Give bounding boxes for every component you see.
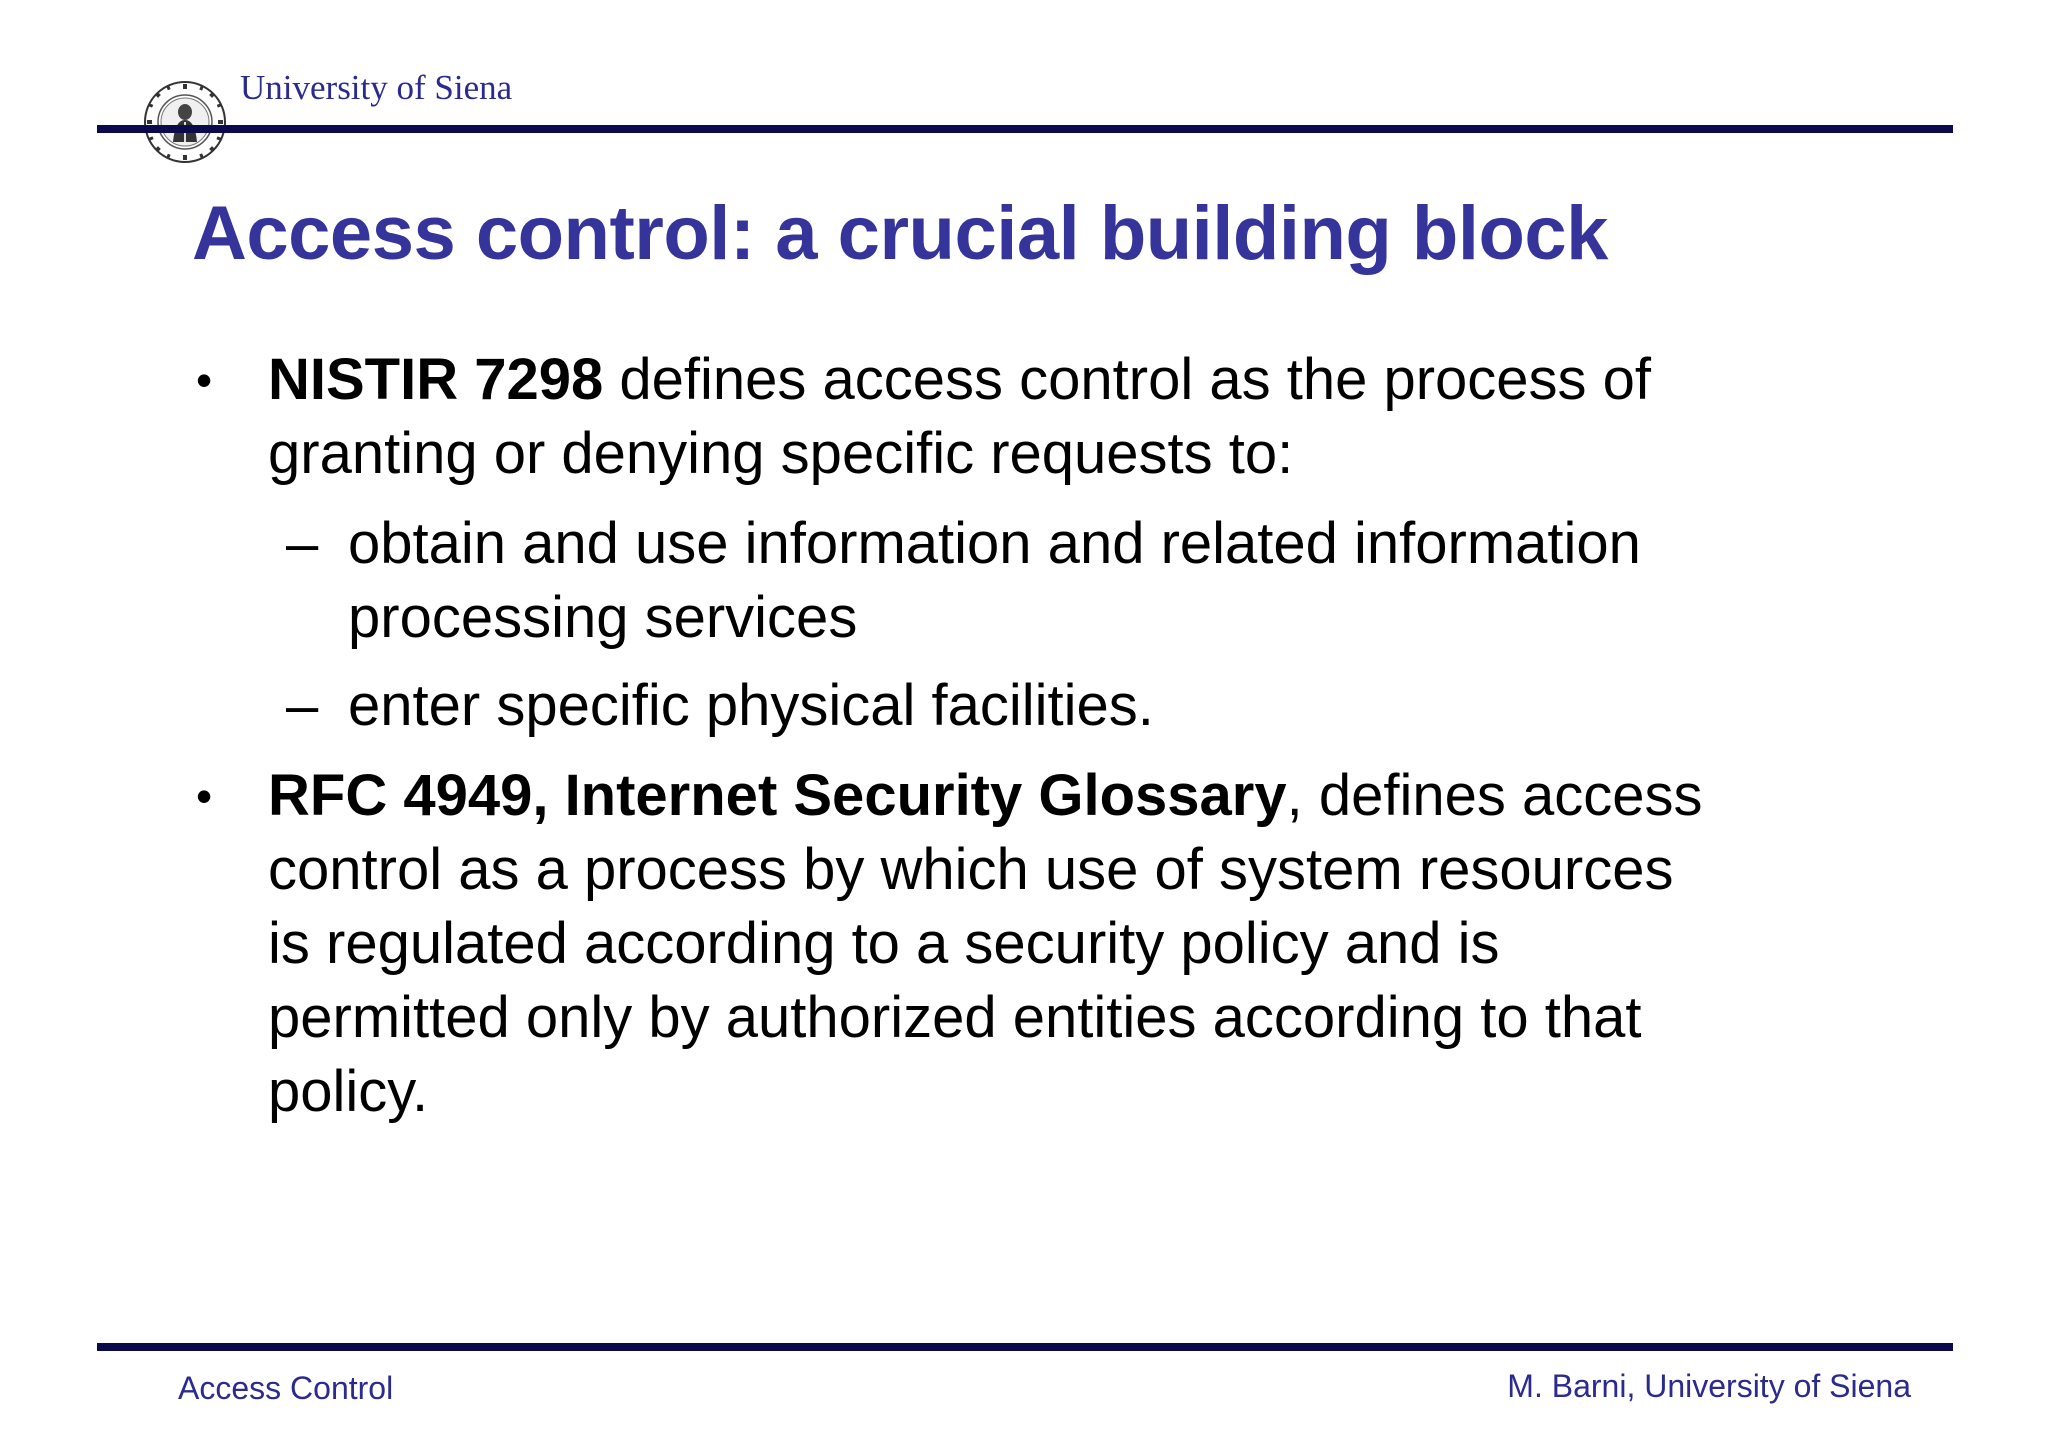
bullet-2-line-3: is regulated according to a security policy and is <box>268 911 1500 976</box>
bullet-1-line-2: granting or denying specific requests to: <box>268 421 1294 486</box>
sub-item-1-line-2: processing services <box>348 585 858 650</box>
slide-title: Access control: a crucial building block <box>192 191 1608 276</box>
bullet-marker: • <box>196 770 213 822</box>
footer-course-title: Access Control <box>178 1370 394 1406</box>
footer-divider <box>97 1343 1953 1351</box>
sub-bullet-marker: – <box>286 673 319 738</box>
bullet-2-bold-term: RFC 4949, Internet Security Glossary <box>268 763 1287 828</box>
sub-bullet-marker: – <box>286 511 319 576</box>
bullet-1-bold-term: NISTIR 7298 <box>268 347 604 412</box>
bullet-2-line-4: permitted only by authorized entities according to that <box>268 985 1642 1050</box>
footer-author: M. Barni, University of Siena <box>1507 1368 1911 1404</box>
sub-item-1-line-1: obtain and use information and related information <box>348 511 1641 576</box>
bullet-2-line-2: control as a process by which use of system resources <box>268 837 1674 902</box>
bullet-2-line-5: policy. <box>268 1059 429 1124</box>
bullet-1-text: defines access control as the process of <box>603 347 1652 412</box>
bullet-1-line-1 <box>268 348 1651 412</box>
bullet-2-line-1 <box>268 764 1703 828</box>
bullet-marker: • <box>196 354 213 406</box>
sub-item-2-line-1: enter specific physical facilities. <box>348 673 1154 738</box>
bullet-2-text: , defines access <box>1286 763 1703 828</box>
institution-name: University of Siena <box>240 68 513 107</box>
